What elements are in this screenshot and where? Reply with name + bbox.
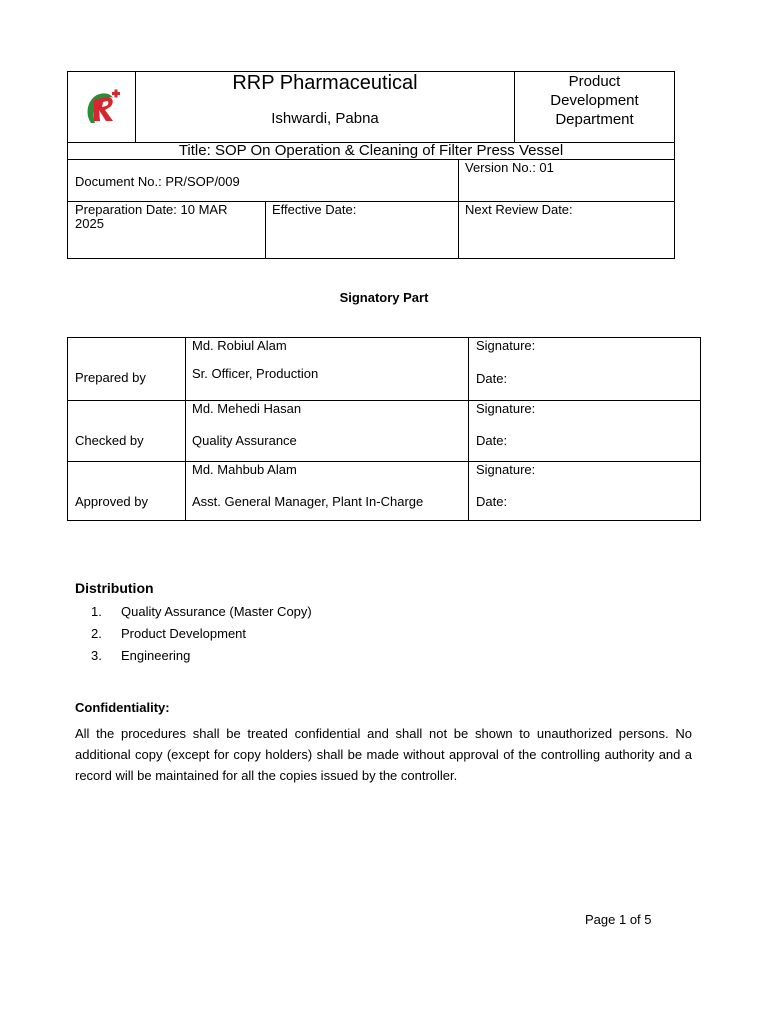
effective-date: Effective Date:: [272, 202, 357, 217]
list-item: [75, 626, 475, 648]
title-cell: [67, 142, 675, 160]
role-label: Prepared by: [75, 370, 146, 385]
signature-label: Signature:: [476, 338, 536, 353]
list-item-text: Engineering: [121, 648, 191, 663]
company-location: Ishwardi, Pabna: [271, 110, 379, 127]
person-name: Md. Robiul Alam: [192, 338, 287, 353]
person-designation: Asst. General Manager, Plant In-Charge: [192, 494, 424, 509]
department-cell: [514, 71, 675, 143]
signature-label: Signature:: [476, 462, 536, 477]
signatory-person-prepared: [185, 337, 469, 401]
signatory-row-checked: [67, 400, 186, 462]
logo-cell: [67, 71, 136, 143]
person-name: Md. Mahbub Alam: [192, 462, 297, 477]
version-no: Version No.: 01: [465, 160, 554, 175]
signatory-heading: Signatory Part: [339, 290, 429, 305]
list-item-text: Quality Assurance (Master Copy): [121, 604, 312, 619]
date-label: Date:: [476, 371, 508, 386]
list-item-text: Product Development: [121, 626, 247, 641]
confidentiality-line-1: All the procedures shall be treated confidential and shall not be shown to unauthorized persons. No: [75, 726, 692, 741]
company-name: RRP Pharmaceutical: [232, 72, 418, 94]
company-logo-icon: [82, 88, 122, 128]
signatory-sign-approved: [468, 461, 701, 521]
confidentiality-heading: Confidentiality:: [75, 700, 170, 715]
signatory-sign-prepared: [468, 337, 701, 401]
signatory-sign-checked: [468, 400, 701, 462]
document-no-cell: [67, 159, 459, 202]
preparation-date-cell: [67, 201, 266, 259]
list-item: [75, 648, 475, 670]
distribution-heading: Distribution: [75, 580, 154, 596]
signatory-person-approved: [185, 461, 469, 521]
person-name: Md. Mehedi Hasan: [192, 401, 302, 416]
signatory-row-approved: [67, 461, 186, 521]
preparation-date-year: 2025: [75, 216, 104, 231]
list-item: [75, 604, 475, 626]
date-label: Date:: [476, 433, 508, 448]
document-title: Title: SOP On Operation & Cleaning of Filter Press Vessel: [178, 142, 564, 159]
next-review-date: Next Review Date:: [465, 202, 573, 217]
version-cell: [458, 159, 675, 202]
document-no: Document No.: PR/SOP/009: [75, 174, 240, 189]
department-line-1: Product: [568, 73, 621, 90]
page-number: Page 1 of 5: [585, 912, 652, 927]
date-label: Date:: [476, 494, 508, 509]
department-line-3: Department: [555, 111, 634, 128]
confidentiality-line-2: additional copy (except for copy holders) shall be made without approval of the controlling authority and a: [75, 747, 692, 762]
company-cell: [135, 71, 515, 143]
role-label: Approved by: [75, 494, 148, 509]
person-designation: Quality Assurance: [192, 433, 297, 448]
confidentiality-line-3: record will be maintained for all the copies issued by the controller.: [75, 768, 458, 783]
role-label: Checked by: [75, 433, 144, 448]
signature-label: Signature:: [476, 401, 536, 416]
list-item-number: 1.: [91, 604, 102, 619]
signatory-row-prepared: [67, 337, 186, 401]
department-line-2: Development: [550, 92, 639, 109]
effective-date-cell: [265, 201, 459, 259]
signatory-person-checked: [185, 400, 469, 462]
person-designation: Sr. Officer, Production: [192, 366, 319, 381]
distribution-list: [75, 604, 475, 670]
confidentiality-body: [75, 723, 692, 786]
list-item-number: 2.: [91, 626, 102, 641]
list-item-number: 3.: [91, 648, 102, 663]
next-review-date-cell: [458, 201, 675, 259]
preparation-date: Preparation Date: 10 MAR: [75, 202, 228, 217]
